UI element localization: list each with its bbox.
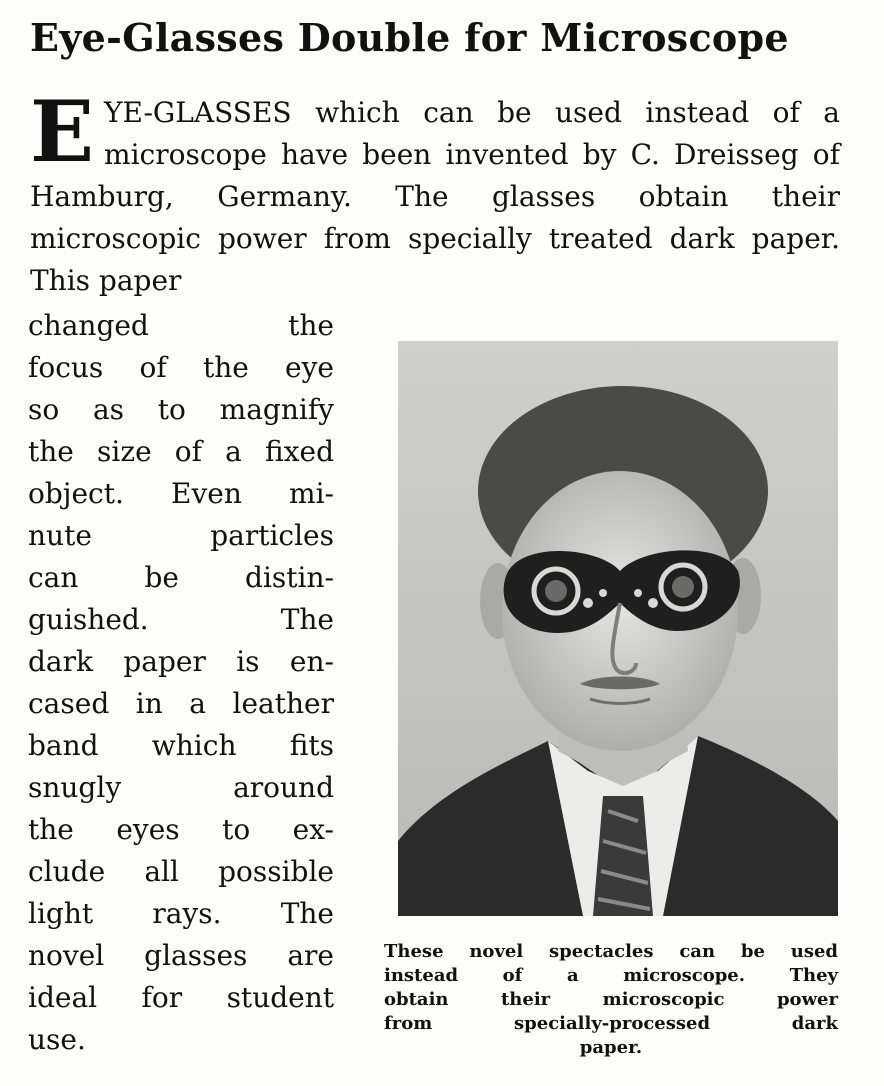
drop-cap: E — [30, 82, 95, 181]
body-line: the size of a fixed — [28, 435, 334, 468]
body-line: focus of the eye — [28, 351, 334, 384]
caption-line: obtain their microscopic power — [384, 989, 838, 1010]
body-line: so as to magnify — [28, 393, 334, 426]
body-line: object. Even mi- — [28, 477, 334, 510]
body-line: cased in a leather — [28, 687, 334, 720]
body-line: use. — [28, 1023, 86, 1056]
article-title: Eye-Glasses Double for Microscope — [30, 15, 789, 60]
body-line: snugly around — [28, 771, 334, 804]
body-line: changed the — [28, 309, 334, 342]
body-column — [28, 305, 334, 1061]
portrait-photo — [398, 341, 838, 916]
body-line: novel glasses are — [28, 939, 334, 972]
lede-text: which can be used instead of a microscope have been invented by C. Dreisseg of Hamburg, Germany. The glasses obtain their microscopic power from specially treated dark paper. This paper — [30, 96, 840, 297]
body-line: band which fits — [28, 729, 334, 762]
body-line: clude all possible — [28, 855, 334, 888]
body-line: nute particles — [28, 519, 334, 552]
body-line: can be distin- — [28, 561, 334, 594]
body-line: dark paper is en- — [28, 645, 334, 678]
body-line: light rays. The — [28, 897, 334, 930]
portrait-illustration — [398, 341, 838, 916]
caption-line: instead of a microscope. They — [384, 965, 838, 986]
body-line: the eyes to ex- — [28, 813, 334, 846]
caption-line: These novel spectacles can be used — [384, 941, 838, 962]
photo-caption — [384, 940, 838, 1060]
caption-line: from specially-processed dark — [384, 1013, 838, 1034]
caption-line: paper. — [579, 1037, 643, 1058]
lede-caps: YE-GLASSES — [104, 96, 292, 129]
body-line: guished. The — [28, 603, 334, 636]
article-lede — [30, 82, 840, 302]
body-line: ideal for student — [28, 981, 334, 1014]
